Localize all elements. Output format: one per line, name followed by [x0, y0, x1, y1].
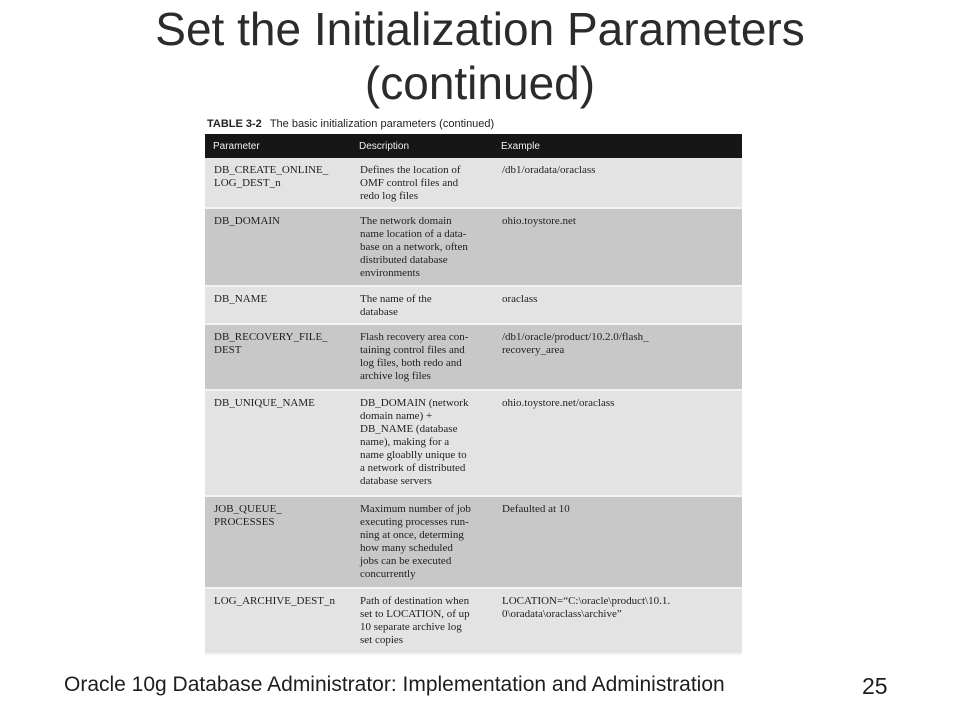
cell-description: Flash recovery area con- taining control files and log files, both redo and archive log files	[351, 324, 493, 390]
table-figure	[205, 114, 742, 664]
cell-parameter: DB_UNIQUE_NAME	[205, 390, 351, 496]
cell-description: The network domain name location of a data- base on a network, often distributed database environments	[351, 208, 493, 286]
cell-example: /db1/oracle/product/10.2.0/flash_ recovery_area	[493, 324, 742, 390]
table-row	[205, 286, 742, 324]
cell-example: ohio.toystore.net/oraclass	[493, 390, 742, 496]
cell-parameter: DB_RECOVERY_FILE_ DEST	[205, 324, 351, 390]
table-caption-number: TABLE 3-2	[207, 118, 262, 130]
cell-parameter: LOG_ARCHIVE_DEST_n	[205, 588, 351, 654]
column-header-description: Description	[351, 134, 493, 158]
cell-parameter: DB_CREATE_ONLINE_ LOG_DEST_n	[205, 158, 351, 208]
slide-title-line1: Set the Initialization Parameters	[155, 3, 805, 55]
parameters-table	[205, 134, 742, 655]
slide-title-line2: (continued)	[364, 57, 596, 109]
cell-description: Maximum number of job executing processes run- ning at once, determing how many scheduled jobs can be executed concurrently	[351, 496, 493, 588]
table-caption	[205, 114, 742, 134]
table-header-row	[205, 134, 742, 158]
cell-description: Defines the location of OMF control files and redo log files	[351, 158, 493, 208]
cell-description: Path of destination when set to LOCATION, of up 10 separate archive log set copies	[351, 588, 493, 654]
slide-title	[0, 2, 960, 110]
column-header-parameter: Parameter	[205, 134, 351, 158]
cell-example: Defaulted at 10	[493, 496, 742, 588]
cell-example: LOCATION=“C:\oracle\product\10.1. 0\oradata\oraclass\archive”	[493, 588, 742, 654]
table-row	[205, 588, 742, 654]
table-row	[205, 208, 742, 286]
table-row	[205, 324, 742, 390]
page-number: 25	[862, 673, 888, 699]
cell-example: ohio.toystore.net	[493, 208, 742, 286]
table-row	[205, 158, 742, 208]
cell-description: DB_DOMAIN (network domain name) + DB_NAME (database name), making for a name gloablly unique to a network of distributed database servers	[351, 390, 493, 496]
table-row	[205, 390, 742, 496]
cell-parameter: DB_NAME	[205, 286, 351, 324]
cell-example: /db1/oradata/oraclass	[493, 158, 742, 208]
column-header-example: Example	[493, 134, 742, 158]
cell-description: The name of the database	[351, 286, 493, 324]
cell-parameter: DB_DOMAIN	[205, 208, 351, 286]
cell-parameter: JOB_QUEUE_ PROCESSES	[205, 496, 351, 588]
footer-course-title: Oracle 10g Database Administrator: Implementation and Administration	[64, 673, 725, 696]
table-caption-text: The basic initialization parameters (continued)	[269, 118, 495, 130]
table-row	[205, 496, 742, 588]
cell-example: oraclass	[493, 286, 742, 324]
